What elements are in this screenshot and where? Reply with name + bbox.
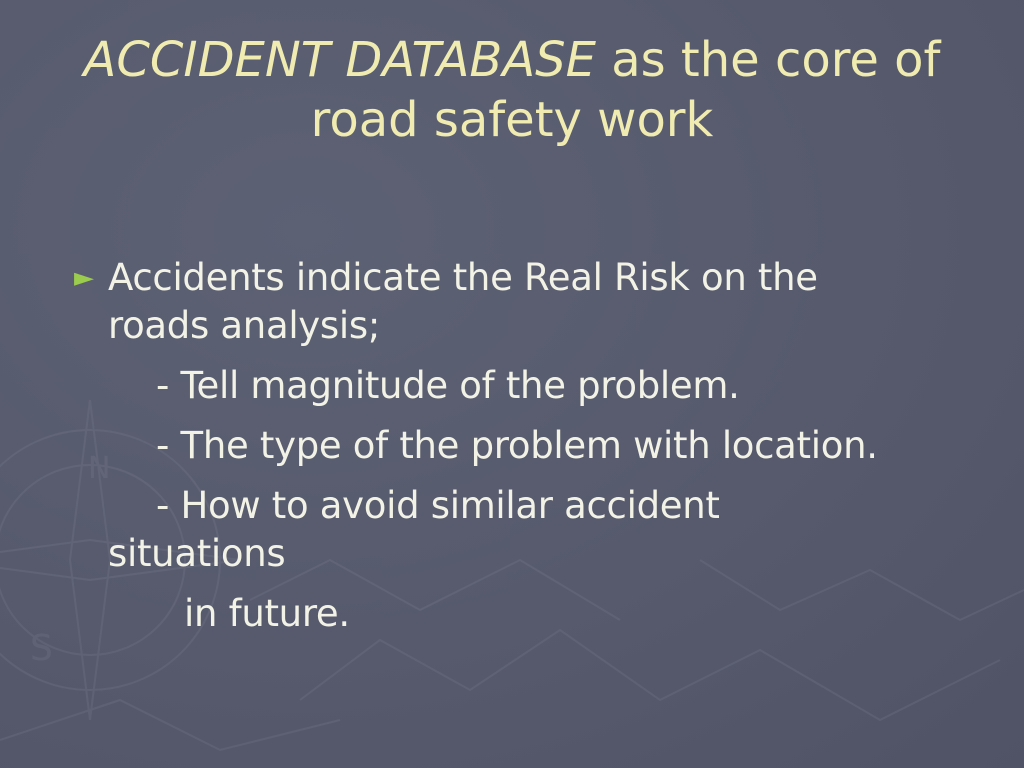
sub-item-type-location: - The type of the problem with location.: [156, 424, 878, 467]
bullet-text-line-1: Accidents indicate the Real Risk on the: [108, 256, 818, 299]
svg-text:S: S: [30, 628, 53, 669]
title-rest: as the core of: [595, 32, 941, 88]
bullet-text-line-2: roads analysis;: [108, 304, 381, 347]
sub-item-avoid-line-3: in future.: [184, 592, 350, 635]
svg-text:N: N: [88, 451, 111, 486]
title-line-2: road safety work: [310, 92, 714, 148]
sub-item-avoid-line-2: situations: [108, 532, 286, 575]
sub-item-magnitude: - Tell magnitude of the problem.: [156, 364, 740, 407]
title-emphasis: ACCIDENT DATABASE: [83, 32, 596, 88]
title-line-1: [20, 30, 1004, 90]
bullet-arrow-icon: ►: [74, 263, 94, 293]
sub-item-avoid-line-1: - How to avoid similar accident: [156, 484, 720, 527]
slide-title: [20, 30, 1004, 150]
